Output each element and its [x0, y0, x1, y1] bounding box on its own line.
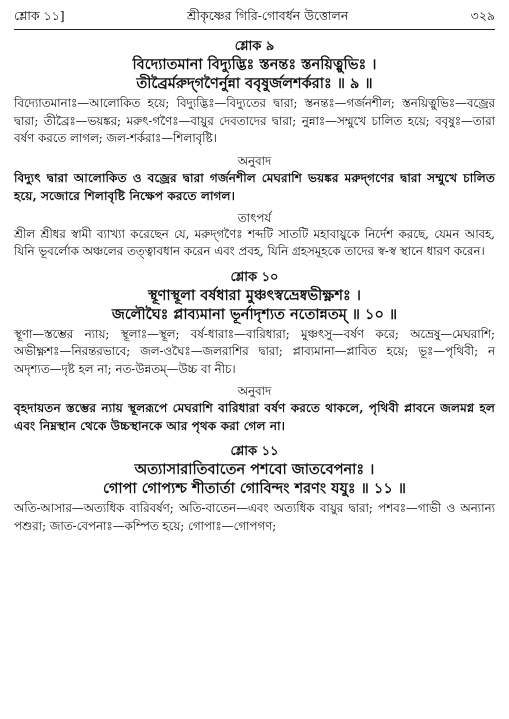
verse-9-translation: বিদ্যুৎ দ্বারা আলোকিত ও বজ্রের দ্বারা গর্জনশীল মেঘরাশি ভয়ঙ্কর মরুদ্‌গণের দ্বারা সম্মুখে চালিত হয়ে, সজোরে শিলাবৃষ্টি নিক্ষেপ করতে লাগল। [14, 170, 495, 203]
page-number: ৩২৯ [470, 8, 495, 23]
verse-9-synonyms: বিদ্যোতমানাঃ—আলোকিত হয়ে; বিদ্যুদ্ভিঃ—বিদ্যুতের দ্বারা; স্তনন্তঃ—গর্জনশীল; স্তনয়িত্নুভিঃ—বজ্রের দ্বারা; তীব্রৈঃ—ভয়ঙ্কর; মরুৎ-গণৈঃ—বায়ুর দেবতাদের দ্বারা; নুন্নাঃ—সম্মুখে চালিত হয়ে; ববৃষুঃ—তারা বর্ষণ করতে লাগল; জল-শর্করাঃ—শিলাবৃষ্টি। [14, 96, 495, 145]
verse-11-synonyms: অতি-আসার—অত্যধিক বারিবর্ষণ; অতি-বাতেন—এবং অত্যধিক বায়ুর দ্বারা; পশবঃ—গাভী ও অন্যান্য পশুরা; জাত-বেপনাঃ—কম্পিত হয়ে; গোপাঃ—গোপগণ; [14, 501, 495, 533]
verse-9-line-2: তীব্রৈর্মরুদ্‌গণৈর্নুন্না ববৃষুর্জলশর্করাঃ ॥ ৯ ॥ [136, 75, 373, 92]
header-rule [14, 29, 495, 30]
verse-9-purport-heading: তাৎপর্য [237, 210, 272, 225]
header-verse-ref: শ্লোক ১১] [14, 8, 65, 23]
verse-9-translation-heading: অনুবাদ [237, 153, 272, 168]
verse-10-line-1: স্থূণাস্থূলা বর্ষধারা মুঞ্চৎস্বভ্রেষ্বভীক্ষ্ণশঃ । [148, 286, 361, 304]
verse-11-number: শ্লোক ১১ [230, 444, 279, 459]
verse-11-line-1: অত্যাসারাতিবাতেন পশবো জাতবেপনাঃ । [134, 461, 375, 478]
header-chapter-title: শ্রীকৃষ্ণের গিরি-গোবর্ধন উত্তোলন [187, 8, 349, 23]
verse-9-number: শ্লোক ৯ [234, 39, 275, 54]
verse-10-translation: বৃহদায়তন স্তম্ভের ন্যায় স্থূলরূপে মেঘরাশি বারিধারা বর্ষণ করতে থাকলে, পৃথিবী প্লাবনে জলমগ্ন হল এবং নিম্নস্থান থেকে উচ্চস্থানকে আর পৃথক করা গেল না। [14, 401, 495, 433]
verse-10-synonyms: স্থূণা—স্তম্ভের ন্যায়; স্থূলাঃ—স্থূল; বর্ষ-ধারাঃ—বারিধারা; মুঞ্চৎসু—বর্ষণ করে; অভ্রেষু—মেঘরাশি; অভীক্ষ্ণশঃ—নিরন্তরভাবে; জল-ওঘৈঃ—জলরাশির দ্বারা; প্লাব্যমানা—প্লাবিত হয়ে; ভূঃ—পৃথিবী; ন অদৃশ্যত—দৃষ্ট হল না; নত-উন্নতম্—উচ্চ বা নীচ। [14, 326, 495, 376]
verse-9-purport: শ্রীল শ্রীধর স্বামী ব্যাখ্যা করেছেন যে, মরুদ্‌গণৈঃ শব্দটি সাতটি মহাবায়ুকে নির্দেশ করছে, যেমন আবহ, যিনি ভূবর্লোক অঞ্চলের তত্ত্বাবধান করেন এবং প্রবহ, যিনি গ্রহসমূহকে তাদের স্ব-স্ব স্থানে ধারণ করেন। [14, 226, 495, 258]
verse-10-translation-heading: অনুবাদ [237, 384, 272, 398]
verse-9-line-1: বিদ্যোতমানা বিদ্যুদ্ভিঃ স্তনন্তঃ স্তনয়িত্নুভিঃ । [132, 56, 377, 73]
verse-10-number: শ্লোক ১০ [230, 269, 279, 285]
running-header [14, 8, 495, 26]
verse-11-line-2: গোপা গোপ্যশ্চ শীতার্তা গোবিন্দং শরণং যযুঃ ॥ ১১ ॥ [103, 480, 406, 497]
verse-10-line-2: জলৌঘৈঃ প্লাব্যমানা ভূর্নাদৃশ্যত নতোন্নতম্ ॥ ১০ ॥ [111, 305, 398, 323]
